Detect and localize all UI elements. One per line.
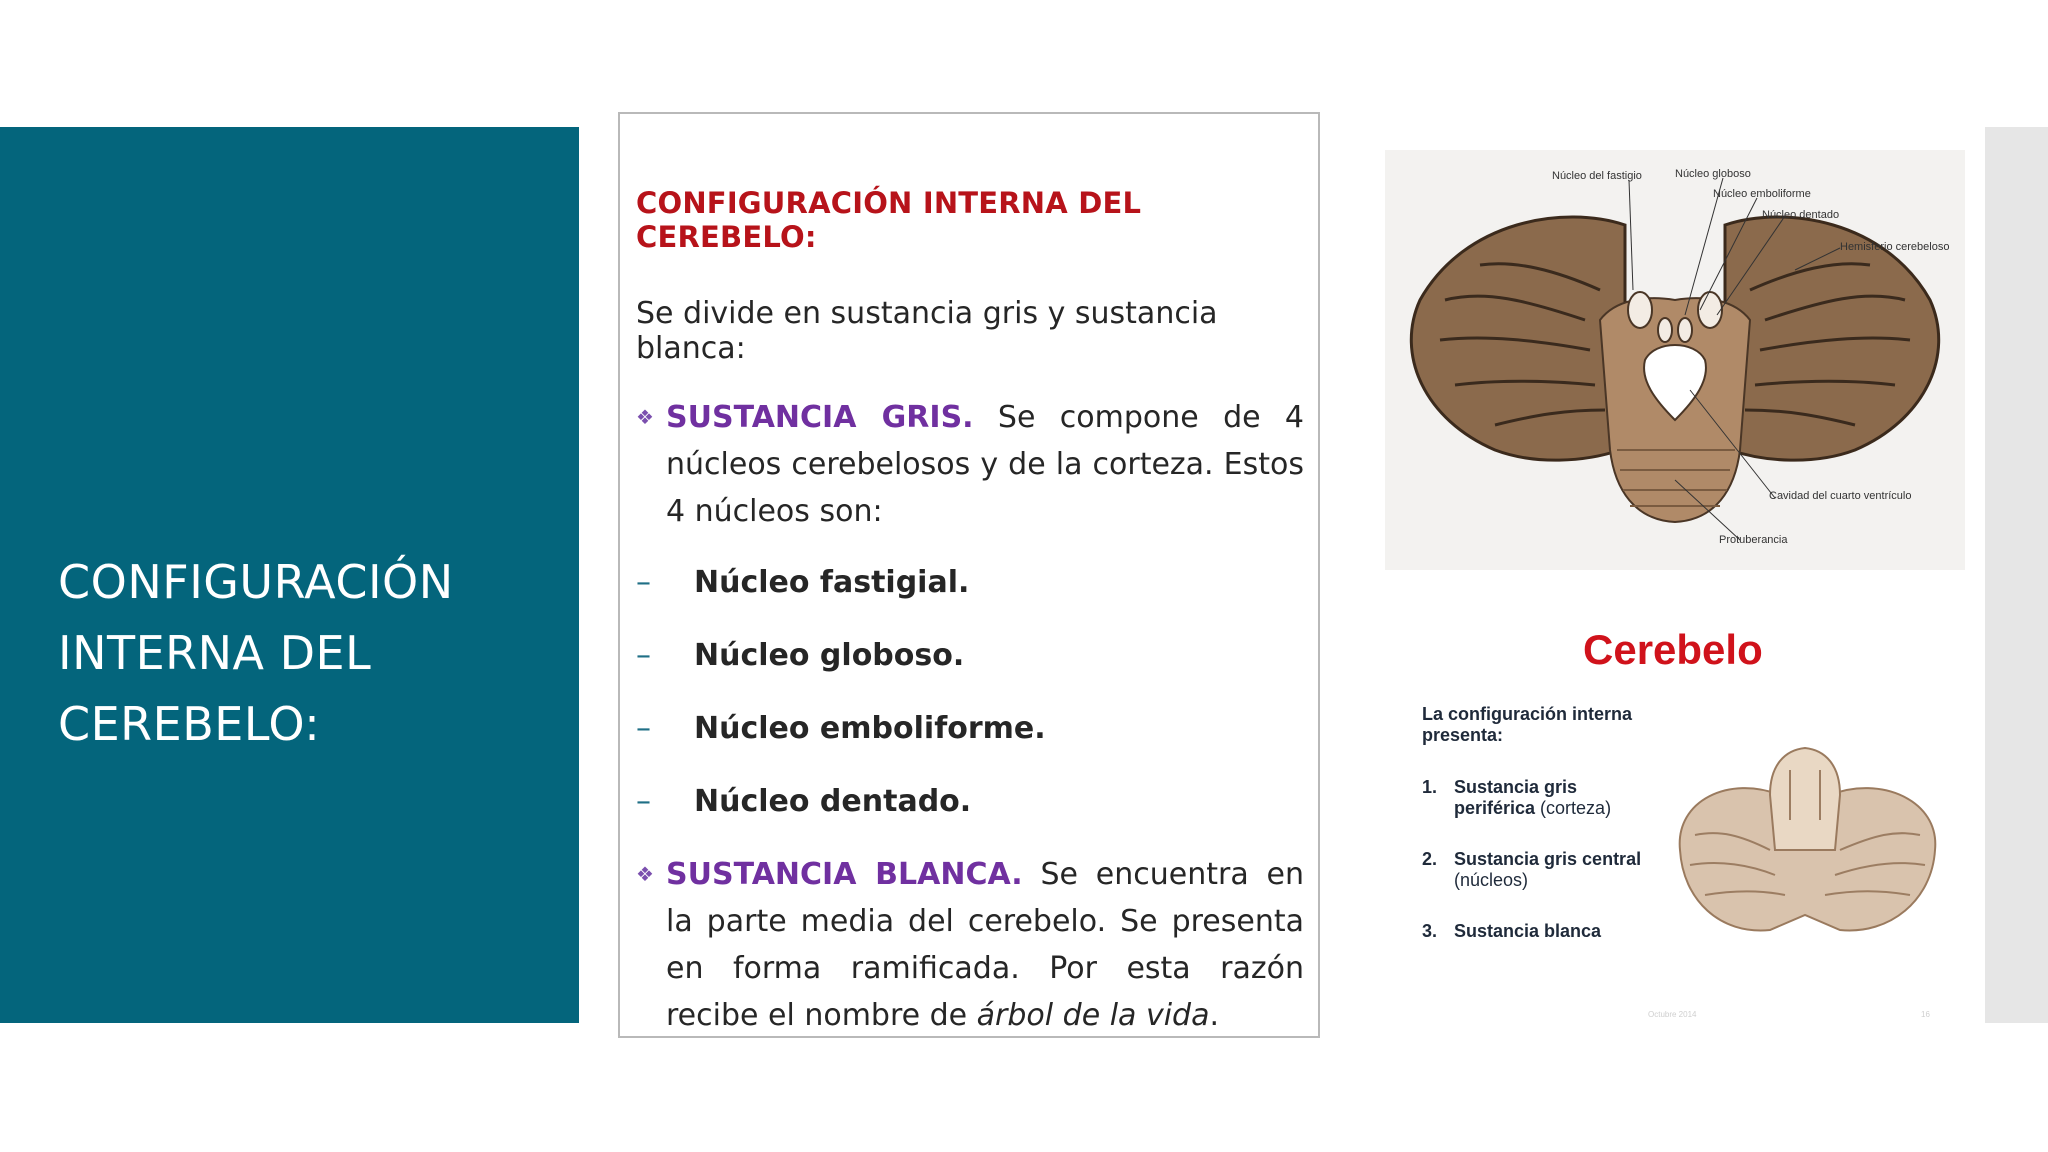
cerebellum-diagram-image bbox=[1385, 150, 1965, 570]
nucleus-item bbox=[636, 632, 1304, 679]
nucleus-label: Núcleo fastigial. bbox=[694, 565, 970, 600]
nucleus-item bbox=[636, 559, 1304, 606]
cfg-item-bold-2: periférica bbox=[1454, 798, 1536, 818]
nucleus-item bbox=[636, 778, 1304, 825]
dash-bullet-icon: – bbox=[636, 711, 651, 746]
nucleus-label: Núcleo globoso. bbox=[694, 638, 965, 673]
cfg-heading: La configuración interna presenta: bbox=[1422, 704, 1633, 745]
cerebelo-summary-figure bbox=[1385, 620, 1965, 1030]
white-matter-text: Se encuentra en la parte media del cerebelo. Se presenta en forma ramificada. Por esta razón recibe el nombre de bbox=[666, 857, 1304, 1033]
title-panel bbox=[0, 127, 579, 1023]
diamond-bullet-icon: ❖ bbox=[636, 862, 654, 886]
cfg-item-number: 1. bbox=[1422, 777, 1438, 797]
label-emboliforme: Núcleo emboliforme bbox=[1713, 188, 1811, 200]
label-fastigio: Núcleo del fastigio bbox=[1552, 170, 1642, 182]
cfg-item-rest: (núcleos) bbox=[1454, 870, 1529, 890]
slide-title bbox=[58, 547, 558, 760]
footer-number: 16 bbox=[1921, 1010, 1930, 1019]
white-matter-label: SUSTANCIA BLANCA. bbox=[666, 857, 1023, 892]
cfg-item-rest: (corteza) bbox=[1535, 798, 1612, 818]
dash-bullet-icon: – bbox=[636, 565, 651, 600]
content-box bbox=[618, 112, 1320, 1038]
content-intro: Se divide en sustancia gris y sustancia blanca: bbox=[636, 296, 1218, 366]
dash-bullet-icon: – bbox=[636, 638, 651, 673]
cfg-item-number: 3. bbox=[1422, 921, 1438, 941]
slide-title-line-3: CEREBELO: bbox=[58, 697, 321, 751]
slide-title-line-1: CONFIGURACIÓN bbox=[58, 555, 454, 609]
nucleus-label: Núcleo dentado. bbox=[694, 784, 972, 819]
dash-bullet-icon: – bbox=[636, 784, 651, 819]
label-cavidad: Cavidad del cuarto ventrículo bbox=[1769, 490, 1912, 502]
diamond-bullet-icon: ❖ bbox=[636, 405, 654, 429]
cerebellum-photo-image bbox=[1660, 740, 1950, 950]
cfg-item bbox=[1422, 921, 1601, 942]
cfg-item-number: 2. bbox=[1422, 849, 1438, 869]
cfg-item-bold: Sustancia gris bbox=[1454, 777, 1578, 797]
nucleus-item bbox=[636, 705, 1304, 752]
gray-matter-label: SUSTANCIA GRIS. bbox=[666, 400, 974, 435]
content-body bbox=[636, 186, 1304, 1039]
white-matter-bullet bbox=[636, 851, 1304, 1039]
slide-title-line-2: INTERNA DEL bbox=[58, 626, 372, 680]
content-heading: CONFIGURACIÓN INTERNA DEL CEREBELO: bbox=[636, 186, 1142, 254]
right-accent-band bbox=[1985, 127, 2048, 1023]
nucleus-label: Núcleo emboliforme. bbox=[694, 711, 1046, 746]
cfg-item bbox=[1422, 777, 1611, 819]
white-matter-end: . bbox=[1209, 998, 1220, 1033]
cfg-item-bold: Sustancia gris central bbox=[1454, 849, 1642, 869]
gray-matter-bullet bbox=[636, 394, 1304, 535]
label-protuberancia: Protuberancia bbox=[1719, 534, 1788, 546]
white-matter-emphasis: árbol de la vida bbox=[976, 998, 1210, 1033]
cerebelo-title: Cerebelo bbox=[1583, 626, 1763, 673]
gray-matter-text: Se compone de 4 núcleos cerebelosos y de la corteza. Estos 4 núcleos son: bbox=[666, 400, 1304, 529]
cfg-item-bold: Sustancia blanca bbox=[1454, 921, 1602, 941]
label-dentado: Núcleo dentado bbox=[1762, 209, 1840, 221]
cerebellum-section-diagram bbox=[1385, 150, 1965, 570]
label-hemisferio: Hemisferio cerebeloso bbox=[1840, 241, 1950, 253]
cfg-item bbox=[1422, 849, 1641, 891]
footer-mark: Octubre 2014 bbox=[1648, 1010, 1697, 1019]
label-globoso: Núcleo globoso bbox=[1675, 168, 1751, 180]
